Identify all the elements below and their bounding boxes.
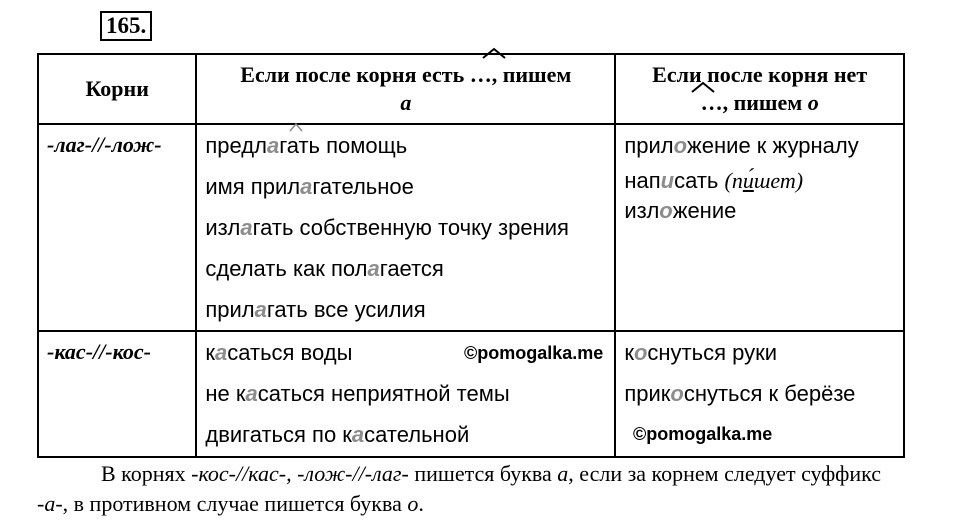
- table-header-row: [38, 54, 904, 124]
- example-item: прилагать все усилия: [205, 297, 426, 322]
- example-item: написать (пи́шет): [624, 168, 804, 193]
- table-row: [38, 124, 904, 331]
- watermark: ©pomogalka.me: [633, 424, 773, 444]
- example-item: касаться воды: [205, 340, 353, 365]
- example-item: не касаться неприятной темы: [205, 381, 510, 406]
- roots-table: [37, 53, 905, 458]
- example-item: приложение к журналу: [624, 133, 859, 158]
- header-with-suffix: Если после корня есть …, пишем а: [196, 54, 615, 124]
- example-item: коснуться руки: [624, 340, 778, 365]
- example-item: излагать собственную точку зрения: [205, 215, 569, 240]
- root-kas-kos: -кас-//-кос-: [47, 339, 151, 364]
- example-item: изложение: [624, 198, 737, 223]
- example-item: сделать как полагается: [205, 256, 444, 281]
- example-item: предлагать помощь: [205, 133, 408, 158]
- example-item: имя прилагательное: [205, 174, 414, 199]
- header-without-suffix: Если после корня нет …, пишем о: [615, 54, 904, 124]
- suffix-arc-icon: [690, 80, 716, 94]
- root-lag-lozh: -лаг-//-лож-: [47, 132, 162, 157]
- exercise-number: 165.: [100, 11, 152, 41]
- rule-text: В корнях -кос-//кас-, -лож-//-лаг- пишется буква а, если за корнем следует суффикс -а-, в противном случае пишется буква о.: [37, 461, 882, 516]
- suffix-arc-icon: [289, 122, 303, 132]
- header-roots: Корни: [38, 54, 196, 124]
- example-item: прикоснуться к берёзе: [624, 381, 856, 406]
- watermark: ©pomogalka.me: [464, 343, 604, 363]
- example-item: двигаться по касательной: [205, 422, 470, 447]
- suffix-arc-icon: [481, 46, 507, 60]
- hint-text: (пи́шет): [724, 168, 804, 193]
